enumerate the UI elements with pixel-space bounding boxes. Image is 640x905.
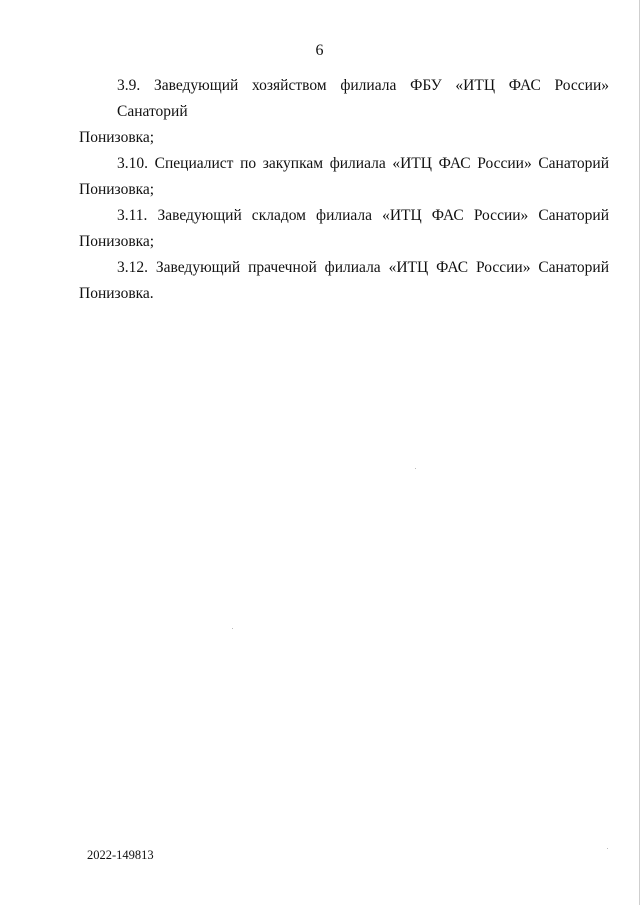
scan-speck bbox=[232, 628, 233, 629]
list-item-line1: 3.9. Заведующий хозяйством филиала ФБУ «ИТЦ ФАС России» Санаторий bbox=[117, 77, 609, 120]
list-item bbox=[79, 73, 609, 151]
list-item bbox=[79, 203, 609, 255]
scan-speck bbox=[415, 468, 416, 469]
list-item bbox=[79, 151, 609, 203]
list-item-line1: 3.12. Заведующий прачечной филиала «ИТЦ ФАС России» Санаторий bbox=[117, 259, 609, 276]
page-number: 6 bbox=[315, 42, 324, 59]
document-code: 2022-149813 bbox=[87, 848, 154, 862]
document-body bbox=[79, 73, 609, 307]
list-item-line2: Понизовка; bbox=[79, 129, 155, 146]
list-item bbox=[79, 255, 609, 307]
scan-speck bbox=[607, 848, 608, 849]
list-item-line1: 3.11. Заведующий складом филиала «ИТЦ ФАС России» Санаторий bbox=[117, 207, 609, 224]
list-item-line2: Понизовка; bbox=[79, 233, 155, 250]
list-item-line2: Понизовка; bbox=[79, 181, 155, 198]
list-item-line1: 3.10. Специалист по закупкам филиала «ИТЦ ФАС России» Санаторий bbox=[117, 155, 609, 172]
list-item-line2: Понизовка. bbox=[79, 285, 154, 302]
